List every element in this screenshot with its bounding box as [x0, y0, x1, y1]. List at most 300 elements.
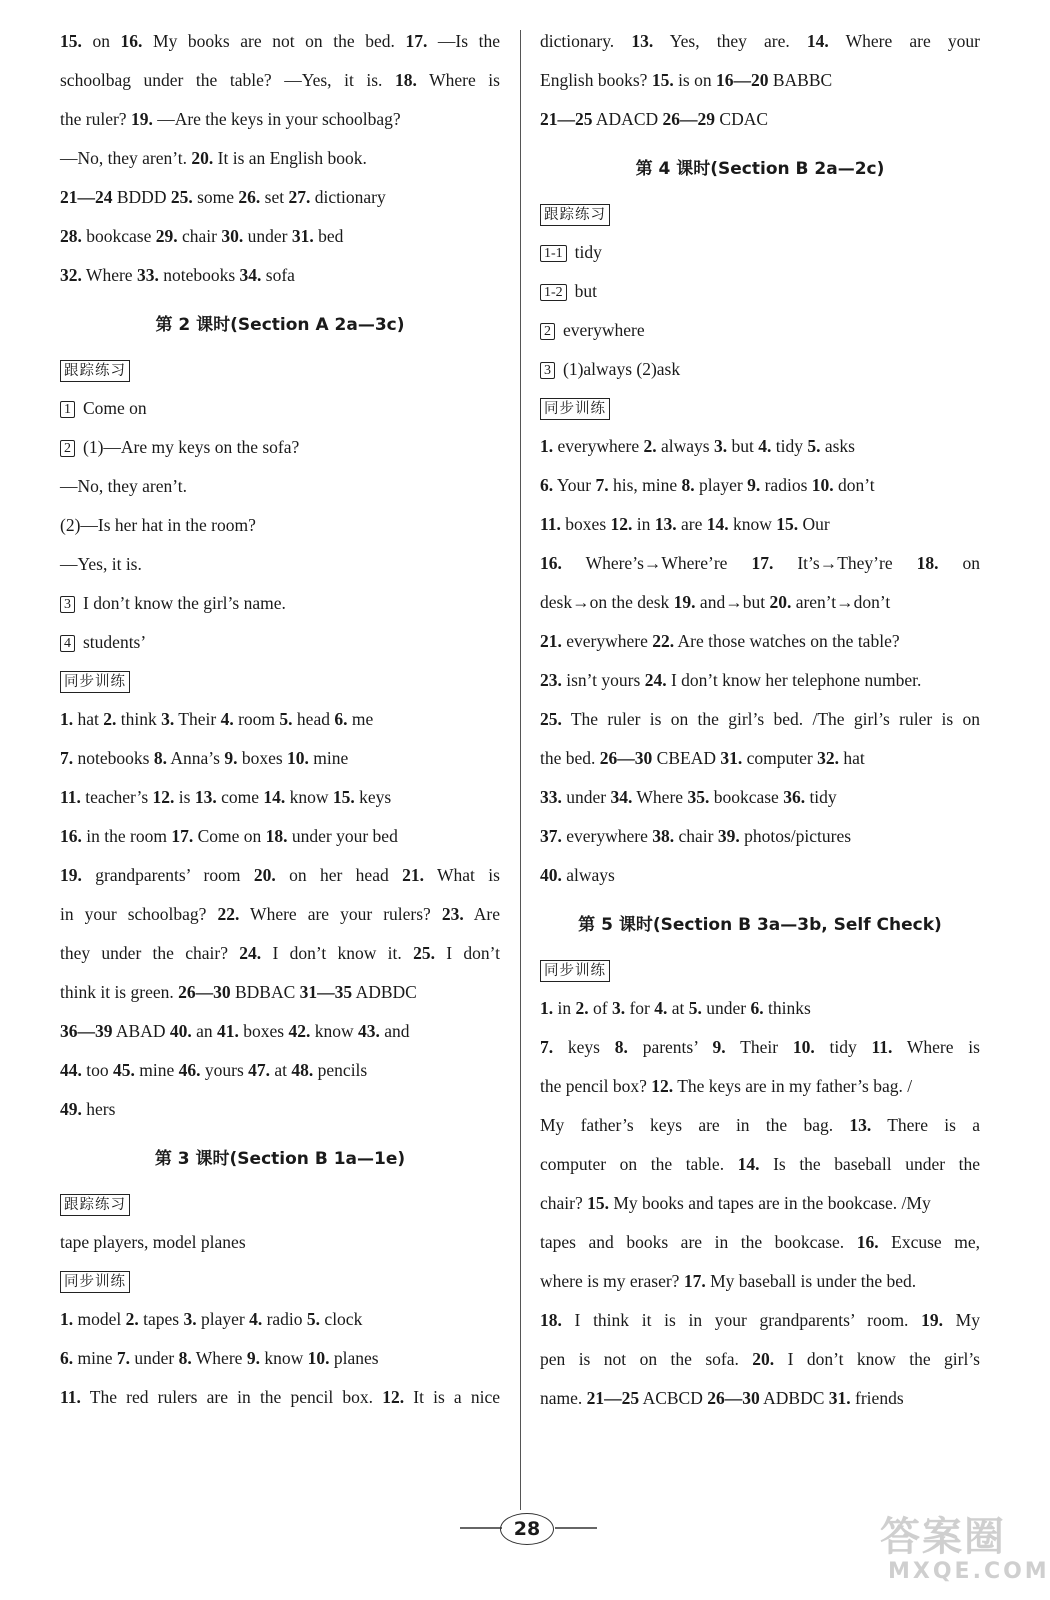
answer-line: [540, 1145, 980, 1184]
question-number: 4.: [654, 998, 668, 1018]
answer-text: always: [656, 436, 714, 456]
question-number: 23.: [540, 670, 562, 690]
question-number: 26—30: [178, 982, 231, 1002]
question-number: 10.: [307, 1348, 330, 1368]
answer-line: [540, 61, 980, 100]
answer-line: [60, 139, 500, 178]
answer-text: set: [260, 187, 289, 207]
answer-text: The ruler is on the girl’s bed. /The girl’s ruler is on: [561, 709, 980, 729]
question-number: 15.: [60, 31, 82, 51]
answer-text: Your: [553, 475, 596, 495]
answer-text: an: [191, 1021, 218, 1041]
answer-line: [540, 1106, 980, 1145]
page-number: [460, 1511, 590, 1547]
section-tag-track: 跟踪练习: [540, 204, 610, 226]
answer-line: [540, 1184, 980, 1223]
answer-text: —Are the keys in your schoolbag?: [152, 109, 401, 129]
question-number: 16.: [856, 1232, 879, 1252]
answer-line: [540, 1262, 980, 1301]
answer-text: for: [625, 998, 655, 1018]
answer-text: know: [728, 514, 777, 534]
question-number-box: 2: [60, 440, 75, 457]
answer-text: My father’s keys are in the bag.: [540, 1115, 850, 1135]
answer-text: The red rulers are in the pencil box.: [80, 1387, 383, 1407]
answer-line: [540, 583, 980, 622]
answer-text: keys: [553, 1037, 615, 1057]
answer-text: room: [233, 709, 280, 729]
question-number: 20.: [191, 148, 214, 168]
answer-line: [60, 856, 500, 895]
answer-text: is on: [673, 70, 716, 90]
question-number: 3.: [611, 998, 626, 1018]
answer-text: the pencil box?: [540, 1076, 652, 1096]
answer-text: thinks: [763, 998, 811, 1018]
answer-text: at: [667, 998, 689, 1018]
answer-text: What is: [423, 865, 500, 885]
answer-text: keys: [354, 787, 392, 807]
answer-text: think: [116, 709, 162, 729]
answer-text: schoolbag under the table? —Yes, it is.: [60, 70, 395, 90]
question-number: 12.: [651, 1076, 674, 1096]
answer-text: Come on: [83, 398, 147, 418]
question-number: 4.: [758, 436, 772, 456]
answer-line: [60, 973, 500, 1012]
question-number: 24.: [644, 670, 667, 690]
question-number: 17.: [405, 31, 428, 51]
question-number: 7.: [60, 748, 74, 768]
answer-line: [540, 817, 980, 856]
answer-text: Where: [191, 1348, 247, 1368]
answer-text: name.: [540, 1388, 587, 1408]
question-number: 15.: [587, 1193, 609, 1213]
section-tag-sync: 同步训练: [60, 671, 130, 693]
question-number: 34.: [239, 265, 262, 285]
question-number: 26.: [238, 187, 261, 207]
answer-text: yours: [200, 1060, 249, 1080]
answer-text: photos/pictures: [739, 826, 852, 846]
question-number: 46.: [178, 1060, 201, 1080]
question-number: 21—25: [540, 109, 593, 129]
answer-text: mine: [308, 748, 349, 768]
answer-text: pencils: [313, 1060, 368, 1080]
answer-text: ADACD: [592, 109, 663, 129]
answer-text: CBEAD: [652, 748, 721, 768]
answer-text: My: [943, 1310, 980, 1330]
question-number: 22.: [652, 631, 675, 651]
answer-text: English books?: [540, 70, 652, 90]
answer-text: know: [310, 1021, 358, 1041]
answer-line: [60, 739, 500, 778]
answer-text: Where’s→Where’re: [561, 553, 752, 573]
answer-line: tape players, model planes: [60, 1232, 246, 1252]
question-number: 2.: [125, 1309, 139, 1329]
question-number-box: 2: [540, 323, 555, 340]
answer-text: tidy: [771, 436, 808, 456]
answer-line: [540, 661, 980, 700]
answer-text: but: [574, 281, 598, 301]
question-number: 16.: [120, 31, 143, 51]
answer-text: It is a nice: [404, 1387, 500, 1407]
answer-text: tidy: [814, 1037, 872, 1057]
question-number: 5.: [279, 709, 293, 729]
answer-text: in: [553, 998, 576, 1018]
answer-line: (2)—Is her hat in the room?: [60, 515, 256, 535]
answer-text: I don’t know her telephone number.: [666, 670, 922, 690]
question-number: 24.: [239, 943, 262, 963]
answer-text: Where are your rulers?: [239, 904, 442, 924]
answer-text: I don’t: [434, 943, 500, 963]
answer-text: in the room: [81, 826, 172, 846]
answer-text: BABBC: [768, 70, 833, 90]
answer-line: [60, 428, 500, 467]
answer-line: [60, 256, 500, 295]
answer-text: BDBAC: [230, 982, 300, 1002]
answer-line: [60, 217, 500, 256]
answer-text: player: [694, 475, 748, 495]
answer-text: everywhere: [563, 320, 645, 340]
question-number: 14.: [737, 1154, 760, 1174]
answer-text: aren’t→don’t: [791, 592, 891, 612]
answer-text: Where is: [416, 70, 500, 90]
question-number: 36.: [783, 787, 806, 807]
question-number: 6.: [540, 475, 554, 495]
question-number: 7.: [116, 1348, 130, 1368]
question-number: 21—24: [60, 187, 113, 207]
question-number: 13.: [849, 1115, 872, 1135]
question-number: 17.: [171, 826, 194, 846]
question-number: 20.: [752, 1349, 775, 1369]
right-column: [540, 22, 980, 1418]
question-number: 20.: [769, 592, 792, 612]
answer-text: is: [174, 787, 195, 807]
answer-text: tapes and books are in the bookcase.: [540, 1232, 857, 1252]
answer-line: —No, they aren’t.: [60, 476, 188, 496]
answer-text: boxes: [238, 1021, 289, 1041]
section-tag-sync: 同步训练: [540, 398, 610, 420]
answer-line: [540, 1379, 980, 1418]
question-number-box: 1: [60, 401, 75, 418]
answer-text: My books are not on the bed.: [142, 31, 406, 51]
answer-text: tidy: [805, 787, 837, 807]
answer-text: always: [561, 865, 615, 885]
answer-line: [540, 778, 980, 817]
answer-text: Is the baseball under the: [759, 1154, 980, 1174]
question-number: 12.: [152, 787, 175, 807]
column-divider: [520, 30, 521, 1510]
answer-text: clock: [320, 1309, 363, 1329]
question-number: 13.: [654, 514, 677, 534]
question-number: 41.: [217, 1021, 239, 1041]
question-number: 38.: [652, 826, 675, 846]
answer-line: [60, 1090, 500, 1129]
section-tag-sync: 同步训练: [540, 960, 610, 982]
answer-line: [540, 700, 980, 739]
answer-line: [540, 272, 980, 311]
answer-line: [540, 505, 980, 544]
question-number: 49.: [60, 1099, 82, 1119]
question-number: 25.: [540, 709, 562, 729]
answer-text: radios: [760, 475, 812, 495]
answer-text: Our: [798, 514, 830, 534]
question-number: 12.: [610, 514, 633, 534]
question-number: 10.: [792, 1037, 815, 1057]
answer-text: Where: [632, 787, 688, 807]
question-number: 11.: [871, 1037, 893, 1057]
answer-text: computer: [742, 748, 818, 768]
question-number: 21—25: [586, 1388, 640, 1408]
left-column: [60, 22, 500, 1417]
section-tag-track: 跟踪练习: [60, 360, 130, 382]
answer-line: [540, 1340, 980, 1379]
answer-text: —No, they aren’t.: [60, 148, 192, 168]
question-number: 13.: [194, 787, 217, 807]
answer-text: under: [561, 787, 611, 807]
question-number: 31—35: [299, 982, 353, 1002]
answer-line: [60, 700, 500, 739]
question-number-box: 1-1: [540, 245, 567, 262]
question-number: 36—39: [60, 1021, 113, 1041]
question-number: 18.: [916, 553, 939, 573]
section-tag-track: 跟踪练习: [60, 1194, 130, 1216]
answer-line: [540, 856, 980, 895]
question-number: 37.: [540, 826, 562, 846]
answer-text: BDDD: [112, 187, 171, 207]
question-number: 25.: [413, 943, 435, 963]
answer-text: The keys are in my father’s bag. /: [673, 1076, 913, 1096]
answer-text: ADBDC: [759, 1388, 829, 1408]
answer-text: tapes: [138, 1309, 184, 1329]
answer-line: [60, 100, 500, 139]
answer-text: on: [81, 31, 121, 51]
question-number: 43.: [358, 1021, 380, 1041]
question-number: 31.: [828, 1388, 851, 1408]
answer-text: My books and tapes are in the bookcase. /My: [609, 1193, 931, 1213]
answer-line: [540, 544, 980, 583]
question-number: 19.: [130, 109, 153, 129]
question-number: 33.: [540, 787, 562, 807]
question-number: 9.: [224, 748, 238, 768]
question-number: 20.: [253, 865, 276, 885]
answer-text: know: [285, 787, 333, 807]
answer-text: teacher’s: [80, 787, 153, 807]
question-number: 9.: [747, 475, 761, 495]
question-number: 47.: [248, 1060, 271, 1080]
answer-text: hat: [73, 709, 104, 729]
answer-text: the bed.: [540, 748, 600, 768]
question-number: 6.: [334, 709, 348, 729]
answer-text: (1)always (2)ask: [563, 359, 681, 379]
question-number: 35.: [687, 787, 710, 807]
question-number: 33.: [136, 265, 159, 285]
answer-text: in your schoolbag?: [60, 904, 218, 924]
question-number: 18.: [395, 70, 417, 90]
question-number-box: 3: [60, 596, 75, 613]
question-number: 40.: [540, 865, 562, 885]
question-number-box: 1-2: [540, 284, 567, 301]
answer-text: Where is: [892, 1037, 980, 1057]
question-number: 27.: [288, 187, 311, 207]
answer-text: of: [588, 998, 612, 1018]
question-number: 11.: [540, 514, 561, 534]
answer-text: bookcase: [81, 226, 156, 246]
lesson-heading-2: 第 2 课时(Section A 2a—3c): [155, 315, 405, 335]
answer-text: boxes: [560, 514, 611, 534]
question-number: 2.: [103, 709, 117, 729]
answer-text: Come on: [193, 826, 266, 846]
answer-line: [540, 989, 980, 1028]
question-number: 21.: [540, 631, 562, 651]
answer-text: under your bed: [287, 826, 398, 846]
answer-line: [60, 22, 500, 61]
question-number: 7.: [595, 475, 609, 495]
question-number: 42.: [288, 1021, 311, 1041]
answer-line: [540, 1067, 980, 1106]
question-number: 16.: [540, 553, 562, 573]
question-number: 25.: [170, 187, 193, 207]
answer-line: [60, 895, 500, 934]
answer-line: [60, 1051, 500, 1090]
answer-line: [540, 100, 980, 139]
question-number: 9.: [246, 1348, 260, 1368]
answer-text: pen is not on the sofa.: [540, 1349, 753, 1369]
lesson-heading-3: 第 3 课时(Section B 1a—1e): [154, 1149, 406, 1169]
question-number: 32.: [60, 265, 82, 285]
answer-text: bookcase: [709, 787, 784, 807]
question-number: 1.: [60, 1309, 74, 1329]
answer-line: [60, 389, 500, 428]
question-number: 7.: [540, 1037, 554, 1057]
answer-text: grandparents’ room: [81, 865, 254, 885]
answer-text: chair?: [540, 1193, 588, 1213]
answer-text: under: [130, 1348, 179, 1368]
answer-text: dictionary.: [540, 31, 632, 51]
question-number-box: 4: [60, 635, 75, 652]
question-number: 14.: [263, 787, 286, 807]
answer-text: some: [192, 187, 239, 207]
answer-line: [540, 1223, 980, 1262]
answer-text: head: [292, 709, 335, 729]
answer-line: [540, 622, 980, 661]
question-number: 22.: [217, 904, 240, 924]
question-number: 48.: [291, 1060, 314, 1080]
watermark-logo: [880, 1514, 1050, 1595]
answer-text: know: [259, 1348, 308, 1368]
answer-text: I don’t know it.: [261, 943, 414, 963]
answer-text: I think it is in your grandparents’ room.: [561, 1310, 922, 1330]
answer-line: [60, 1378, 500, 1417]
answer-text: and→but: [695, 592, 770, 612]
question-number: 12.: [382, 1387, 405, 1407]
answer-text: his, mine: [608, 475, 682, 495]
answer-text: Their: [174, 709, 221, 729]
answer-text: mine: [134, 1060, 179, 1080]
question-number: 15.: [651, 70, 674, 90]
question-number: 19.: [60, 865, 82, 885]
question-number: 14.: [706, 514, 729, 534]
question-number: 3.: [161, 709, 175, 729]
answer-text: they under the chair?: [60, 943, 240, 963]
answer-line: [540, 1301, 980, 1340]
answer-text: under: [701, 998, 751, 1018]
answer-text: desk→on the desk: [540, 592, 674, 612]
answer-text: Excuse me,: [878, 1232, 980, 1252]
question-number: 26—30: [707, 1388, 760, 1408]
page-number-ornament: [460, 1527, 502, 1529]
answer-line: [60, 584, 500, 623]
answer-line: [540, 350, 980, 389]
answer-text: notebooks: [73, 748, 154, 768]
answer-text: at: [270, 1060, 292, 1080]
question-number: 15.: [332, 787, 355, 807]
answer-line: [540, 466, 980, 505]
question-number: 13.: [631, 31, 654, 51]
question-number: 4.: [249, 1309, 263, 1329]
answer-text: too: [81, 1060, 113, 1080]
question-number: 45.: [113, 1060, 135, 1080]
question-number: 39.: [717, 826, 740, 846]
answer-text: Where are your: [828, 31, 980, 51]
answer-text: Are those watches on the table?: [674, 631, 900, 651]
lesson-heading-5: 第 5 课时(Section B 3a—3b, Self Check): [578, 915, 942, 935]
answer-line: [60, 778, 500, 817]
answer-line: [60, 178, 500, 217]
answer-text: notebooks: [158, 265, 240, 285]
question-number: 5.: [306, 1309, 321, 1329]
answer-text: Are: [463, 904, 500, 924]
answer-text: mine: [73, 1348, 117, 1368]
answer-text: ADBDC: [352, 982, 417, 1002]
answer-text: Their: [725, 1037, 793, 1057]
question-number: 18.: [540, 1310, 562, 1330]
answer-line: [540, 22, 980, 61]
question-number: 15.: [776, 514, 799, 534]
answer-text: the ruler?: [60, 109, 131, 129]
answer-text: It is an English book.: [213, 148, 367, 168]
answer-text: where is my eraser?: [540, 1271, 684, 1291]
page-number-label: 28: [500, 1513, 554, 1545]
answer-text: everywhere: [561, 631, 653, 651]
answer-line: [540, 427, 980, 466]
answer-text: sofa: [261, 265, 295, 285]
answer-text: tidy: [574, 242, 602, 262]
question-number: 28.: [60, 226, 82, 246]
question-number: 16.: [60, 826, 82, 846]
answer-text: and: [379, 1021, 410, 1041]
question-number: 29.: [155, 226, 178, 246]
answer-text: in: [632, 514, 655, 534]
answer-text: on her head: [275, 865, 403, 885]
question-number: 6.: [60, 1348, 74, 1368]
question-number: 9.: [712, 1037, 726, 1057]
section-tag-sync: 同步训练: [60, 1271, 130, 1293]
question-number: 8.: [153, 748, 167, 768]
question-number: 23.: [441, 904, 464, 924]
question-number: 10.: [287, 748, 309, 768]
answer-line: [60, 61, 500, 100]
question-number: 1.: [540, 436, 554, 456]
answer-text: everywhere: [561, 826, 653, 846]
answer-text: ABAD: [112, 1021, 170, 1041]
question-number-box: 3: [540, 362, 555, 379]
answer-text: chair: [177, 226, 222, 246]
answer-text: —Is the: [427, 31, 500, 51]
answer-line: [540, 739, 980, 778]
question-number: 11.: [60, 1387, 81, 1407]
answer-text: (1)—Are my keys on the sofa?: [83, 437, 300, 457]
answer-text: friends: [850, 1388, 904, 1408]
question-number: 40.: [169, 1021, 192, 1041]
question-number: 11.: [60, 787, 81, 807]
